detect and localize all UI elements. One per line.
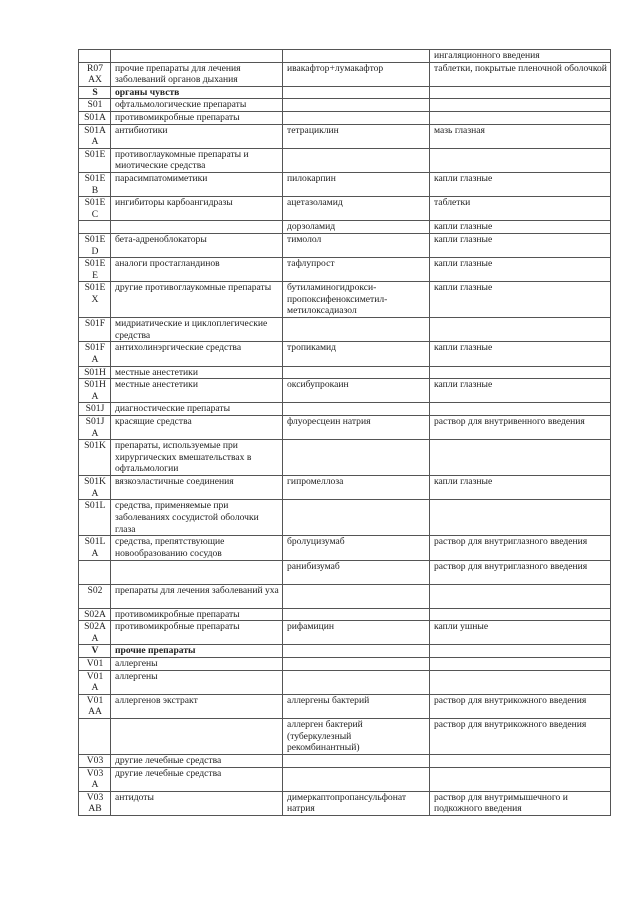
group-name-cell: средства, применяемые при заболеваниях сосудистой оболочки глаза bbox=[111, 500, 283, 536]
atc-code-cell: S01H bbox=[79, 366, 111, 379]
atc-code-cell: S01J A bbox=[79, 416, 111, 440]
drug-name-cell: флуоресцеин натрия bbox=[283, 416, 430, 440]
table-row bbox=[79, 197, 611, 221]
atc-code-cell: V03 bbox=[79, 754, 111, 767]
drug-name-cell bbox=[283, 99, 430, 112]
drug-name-cell: ранибизумаб bbox=[283, 560, 430, 584]
table-row bbox=[79, 754, 611, 767]
group-name-cell: противомикробные препараты bbox=[111, 608, 283, 621]
table-row bbox=[79, 476, 611, 500]
dosage-form-cell bbox=[430, 645, 611, 658]
group-name-cell: средства, препятствующие новообразованию сосудов bbox=[111, 536, 283, 560]
dosage-form-cell: капли глазные bbox=[430, 476, 611, 500]
group-name-cell: антибиотики bbox=[111, 124, 283, 148]
atc-code-cell: S01J bbox=[79, 403, 111, 416]
table-row bbox=[79, 379, 611, 403]
atc-code-cell: S01E X bbox=[79, 282, 111, 318]
drug-name-cell: ивакафтор+лумакафтор bbox=[283, 62, 430, 86]
drug-name-cell: аллерген бактерий (туберкулезный рекомбинантный) bbox=[283, 718, 430, 754]
table-row bbox=[79, 767, 611, 791]
table-row bbox=[79, 318, 611, 342]
dosage-form-cell bbox=[430, 148, 611, 172]
group-name-cell: аллергены bbox=[111, 670, 283, 694]
atc-code-cell: S01L bbox=[79, 500, 111, 536]
table-row bbox=[79, 718, 611, 754]
dosage-form-cell bbox=[430, 754, 611, 767]
dosage-form-cell bbox=[430, 670, 611, 694]
drug-name-cell bbox=[283, 403, 430, 416]
drug-name-cell bbox=[283, 657, 430, 670]
dosage-form-cell: капли глазные bbox=[430, 258, 611, 282]
atc-code-cell: R07 AX bbox=[79, 62, 111, 86]
group-name-cell: противоглаукомные препараты и миотические средства bbox=[111, 148, 283, 172]
atc-code-cell: S01K A bbox=[79, 476, 111, 500]
dosage-form-cell: капли глазные bbox=[430, 282, 611, 318]
group-name-cell bbox=[111, 718, 283, 754]
drug-name-cell bbox=[283, 500, 430, 536]
drug-name-cell: тетрациклин bbox=[283, 124, 430, 148]
dosage-form-cell bbox=[430, 86, 611, 99]
drug-name-cell bbox=[283, 670, 430, 694]
atc-code-cell: V03 AB bbox=[79, 791, 111, 815]
dosage-form-cell: таблетки bbox=[430, 197, 611, 221]
group-name-cell: красящие средства bbox=[111, 416, 283, 440]
table-row bbox=[79, 645, 611, 658]
group-name-cell: препараты для лечения заболеваний уха bbox=[111, 584, 283, 608]
atc-code-cell: V01 AA bbox=[79, 694, 111, 718]
dosage-form-cell bbox=[430, 403, 611, 416]
atc-code-cell: S01E E bbox=[79, 258, 111, 282]
table-row bbox=[79, 258, 611, 282]
atc-code-cell: S01A bbox=[79, 111, 111, 124]
table-row bbox=[79, 86, 611, 99]
dosage-form-cell: раствор для внутрикожного введения bbox=[430, 718, 611, 754]
table-row bbox=[79, 560, 611, 584]
dosage-form-cell bbox=[430, 111, 611, 124]
table-row bbox=[79, 500, 611, 536]
atc-code-cell bbox=[79, 221, 111, 234]
atc-code-cell: V01 A bbox=[79, 670, 111, 694]
table-row bbox=[79, 172, 611, 196]
group-name-cell: прочие препараты bbox=[111, 645, 283, 658]
table-row bbox=[79, 670, 611, 694]
group-name-cell: антидоты bbox=[111, 791, 283, 815]
table-row bbox=[79, 621, 611, 645]
dosage-form-cell: капли глазные bbox=[430, 172, 611, 196]
group-name-cell bbox=[111, 560, 283, 584]
drug-name-cell bbox=[283, 86, 430, 99]
group-name-cell: противомикробные препараты bbox=[111, 621, 283, 645]
drug-name-cell: димеркаптопропансульфонат натрия bbox=[283, 791, 430, 815]
group-name-cell: антихолинэргические средства bbox=[111, 342, 283, 366]
drug-name-cell bbox=[283, 645, 430, 658]
atc-code-cell bbox=[79, 718, 111, 754]
group-name-cell: органы чувств bbox=[111, 86, 283, 99]
atc-code-cell: V bbox=[79, 645, 111, 658]
table-row bbox=[79, 366, 611, 379]
dosage-form-cell: раствор для внутриглазного введения bbox=[430, 560, 611, 584]
atc-code-cell: S01 bbox=[79, 99, 111, 112]
atc-code-cell: S01E D bbox=[79, 233, 111, 257]
group-name-cell: офтальмологические препараты bbox=[111, 99, 283, 112]
group-name-cell: вязкоэластичные соединения bbox=[111, 476, 283, 500]
drug-name-cell: дорзоламид bbox=[283, 221, 430, 234]
dosage-form-cell: таблетки, покрытые пленочной оболочкой bbox=[430, 62, 611, 86]
group-name-cell: прочие препараты для лечения заболеваний органов дыхания bbox=[111, 62, 283, 86]
atc-code-cell: S01F bbox=[79, 318, 111, 342]
atc-code-cell: S01A A bbox=[79, 124, 111, 148]
dosage-form-cell: раствор для внутривенного введения bbox=[430, 416, 611, 440]
atc-code-cell bbox=[79, 560, 111, 584]
drug-name-cell bbox=[283, 148, 430, 172]
dosage-form-cell: раствор для внутримышечного и подкожного введения bbox=[430, 791, 611, 815]
atc-code-cell: S02A A bbox=[79, 621, 111, 645]
drug-name-cell: гипромеллоза bbox=[283, 476, 430, 500]
dosage-form-cell bbox=[430, 500, 611, 536]
group-name-cell: препараты, используемые при хирургических вмешательствах в офтальмологии bbox=[111, 440, 283, 476]
drug-name-cell bbox=[283, 754, 430, 767]
dosage-form-cell: капли глазные bbox=[430, 379, 611, 403]
drug-name-cell bbox=[283, 50, 430, 63]
dosage-form-cell bbox=[430, 366, 611, 379]
drug-name-cell bbox=[283, 318, 430, 342]
table-body bbox=[79, 50, 611, 816]
table-row bbox=[79, 62, 611, 86]
group-name-cell: ингибиторы карбоангидразы bbox=[111, 197, 283, 221]
dosage-form-cell: ингаляционного введения bbox=[430, 50, 611, 63]
table-row bbox=[79, 282, 611, 318]
group-name-cell bbox=[111, 221, 283, 234]
drug-name-cell bbox=[283, 440, 430, 476]
atc-code-cell: S01E C bbox=[79, 197, 111, 221]
dosage-form-cell bbox=[430, 767, 611, 791]
drug-name-cell bbox=[283, 767, 430, 791]
group-name-cell: бета-адреноблокаторы bbox=[111, 233, 283, 257]
atc-code-cell: S01E B bbox=[79, 172, 111, 196]
group-name-cell: диагностические препараты bbox=[111, 403, 283, 416]
atc-code-cell: S01E bbox=[79, 148, 111, 172]
group-name-cell bbox=[111, 50, 283, 63]
atc-code-cell bbox=[79, 50, 111, 63]
drug-name-cell: оксибупрокаин bbox=[283, 379, 430, 403]
atc-code-cell: S01H A bbox=[79, 379, 111, 403]
atc-code-cell: S02 bbox=[79, 584, 111, 608]
group-name-cell: парасимпатомиметики bbox=[111, 172, 283, 196]
table-row bbox=[79, 99, 611, 112]
atc-code-cell: V01 bbox=[79, 657, 111, 670]
drug-name-cell bbox=[283, 111, 430, 124]
table-row bbox=[79, 584, 611, 608]
table-row bbox=[79, 233, 611, 257]
table-row bbox=[79, 403, 611, 416]
group-name-cell: мидриатические и циклоплегические средства bbox=[111, 318, 283, 342]
atc-code-cell: S bbox=[79, 86, 111, 99]
dosage-form-cell bbox=[430, 657, 611, 670]
group-name-cell: противомикробные препараты bbox=[111, 111, 283, 124]
drug-name-cell: бутиламиногидрокси-пропоксифеноксиметил-метилоксадиазол bbox=[283, 282, 430, 318]
drug-table bbox=[78, 49, 611, 816]
drug-name-cell: бролуцизумаб bbox=[283, 536, 430, 560]
atc-code-cell: S01K bbox=[79, 440, 111, 476]
group-name-cell: местные анестетики bbox=[111, 366, 283, 379]
group-name-cell: аналоги простагландинов bbox=[111, 258, 283, 282]
dosage-form-cell: капли глазные bbox=[430, 221, 611, 234]
table-row bbox=[79, 124, 611, 148]
table-row bbox=[79, 221, 611, 234]
table-row bbox=[79, 148, 611, 172]
table-row bbox=[79, 342, 611, 366]
drug-name-cell: тропикамид bbox=[283, 342, 430, 366]
group-name-cell: другие лечебные средства bbox=[111, 754, 283, 767]
dosage-form-cell bbox=[430, 318, 611, 342]
dosage-form-cell: раствор для внутриглазного введения bbox=[430, 536, 611, 560]
dosage-form-cell: раствор для внутрикожного введения bbox=[430, 694, 611, 718]
group-name-cell: другие противоглаукомные препараты bbox=[111, 282, 283, 318]
table-row bbox=[79, 111, 611, 124]
group-name-cell: аллергенов экстракт bbox=[111, 694, 283, 718]
group-name-cell: аллергены bbox=[111, 657, 283, 670]
table-row bbox=[79, 608, 611, 621]
atc-code-cell: S02A bbox=[79, 608, 111, 621]
drug-name-cell bbox=[283, 366, 430, 379]
dosage-form-cell bbox=[430, 440, 611, 476]
dosage-form-cell: мазь глазная bbox=[430, 124, 611, 148]
table-row bbox=[79, 416, 611, 440]
drug-name-cell: тимолол bbox=[283, 233, 430, 257]
drug-name-cell bbox=[283, 608, 430, 621]
drug-name-cell bbox=[283, 584, 430, 608]
dosage-form-cell: капли глазные bbox=[430, 342, 611, 366]
table-row bbox=[79, 536, 611, 560]
dosage-form-cell bbox=[430, 99, 611, 112]
atc-code-cell: S01F A bbox=[79, 342, 111, 366]
group-name-cell: другие лечебные средства bbox=[111, 767, 283, 791]
drug-name-cell: ацетазоламид bbox=[283, 197, 430, 221]
dosage-form-cell bbox=[430, 584, 611, 608]
atc-code-cell: V03 A bbox=[79, 767, 111, 791]
dosage-form-cell: капли ушные bbox=[430, 621, 611, 645]
table-row bbox=[79, 694, 611, 718]
dosage-form-cell: капли глазные bbox=[430, 233, 611, 257]
table-row bbox=[79, 50, 611, 63]
group-name-cell: местные анестетики bbox=[111, 379, 283, 403]
table-row bbox=[79, 440, 611, 476]
dosage-form-cell bbox=[430, 608, 611, 621]
drug-name-cell: рифамицин bbox=[283, 621, 430, 645]
atc-code-cell: S01L A bbox=[79, 536, 111, 560]
drug-name-cell: аллергены бактерий bbox=[283, 694, 430, 718]
drug-name-cell: тафлупрост bbox=[283, 258, 430, 282]
table-row bbox=[79, 791, 611, 815]
drug-name-cell: пилокарпин bbox=[283, 172, 430, 196]
table-row bbox=[79, 657, 611, 670]
